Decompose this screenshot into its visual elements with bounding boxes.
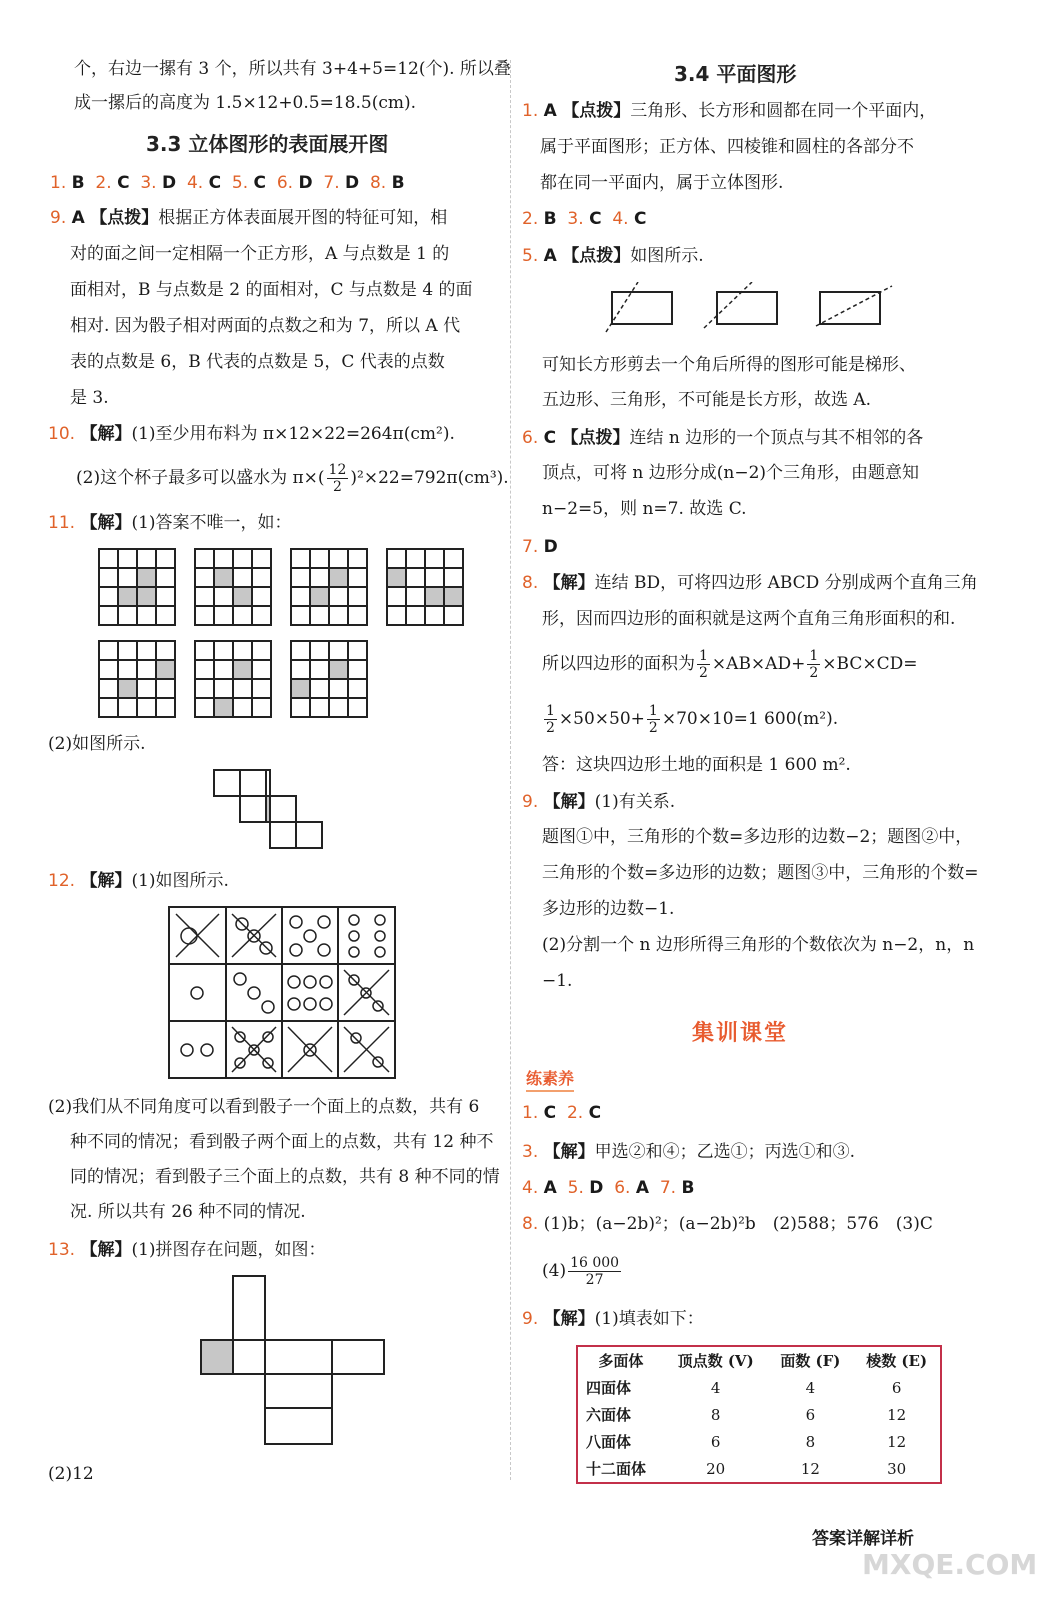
q12-part-1: (1)如图所示.	[131, 871, 229, 891]
r-q9-line-2: 题图①中，三角形的个数=多边形的边数−2；题图②中，	[542, 827, 973, 847]
q13-line-1	[48, 1238, 326, 1262]
t1-ans: C	[543, 1103, 557, 1123]
table-cell: 八面体	[586, 1433, 632, 1451]
table-header: 棱数 (E)	[866, 1352, 928, 1370]
t7-num: 7.	[659, 1178, 677, 1198]
q4-ans: C	[208, 173, 222, 193]
q11-part-1: (1)答案不唯一，如：	[131, 513, 292, 533]
t2-num: 2.	[566, 1103, 584, 1123]
q1-ans: B	[71, 173, 85, 193]
table-row	[577, 1401, 941, 1428]
table-header: 多面体	[598, 1352, 644, 1370]
q10-part-2b: ²×22=792π(cm³).	[357, 468, 509, 488]
table-cell: 6	[891, 1378, 902, 1397]
table-cell: 30	[887, 1459, 907, 1478]
t7-ans: B	[681, 1178, 695, 1198]
q11-tag: 【解】	[80, 513, 132, 533]
section-3-4-title: 3.4 平面图形	[674, 62, 797, 86]
t9-text: (1)填表如下：	[594, 1309, 704, 1329]
r-q5-line-3: 五边形、三角形，不可能是长方形，故选 A.	[542, 390, 872, 410]
table-cell: 十二面体	[586, 1460, 647, 1478]
t8-frac-den: 27	[585, 1272, 604, 1288]
q2-ans: C	[117, 173, 130, 193]
r-q2-ans: B	[543, 209, 557, 229]
r-q4-ans: C	[634, 209, 647, 229]
t4-ans: A	[543, 1178, 557, 1198]
carry-over-line-2: 成一摞后的高度为 1.5×12+0.5=18.5(cm).	[74, 93, 417, 113]
t9-line-1	[522, 1307, 704, 1331]
carry-over-line-1: 个，右边一摞有 3 个，所以共有 3+4+5=12(个). 所以叠	[74, 59, 511, 79]
q13-part-2: (2)12	[48, 1464, 94, 1484]
t8-fraction	[568, 1255, 621, 1288]
q7-ans: D	[345, 173, 360, 193]
q12-part2-line-1: (2)我们从不同角度可以看到骰子一个面上的点数，共有 6	[48, 1097, 480, 1117]
q11-line-1	[48, 511, 292, 535]
t6-ans: A	[635, 1178, 650, 1198]
r-q6-num: 6.	[522, 428, 539, 448]
r-q9-line-4: 多边形的边数−1.	[542, 899, 675, 919]
r-answers-2-4	[522, 207, 646, 231]
q3-num: 3.	[140, 173, 157, 193]
q9-line-2: 对的面之间一定相隔一个正方形，A 与点数是 1 的	[70, 244, 450, 264]
r-q8-text-4b: ×70×10=1 600(m²).	[661, 709, 839, 729]
r-q8-line-3	[542, 648, 917, 681]
table-row	[577, 1374, 941, 1401]
q10-line-1	[48, 422, 455, 446]
q12-part2-line-2: 种不同的情况；看到骰子两个面上的点数，共有 12 种不	[70, 1132, 494, 1152]
table-cell: 12	[887, 1432, 907, 1451]
t8-frac-num: 16 000	[570, 1255, 620, 1271]
t9-tag: 【解】	[543, 1309, 595, 1329]
r-q5-tag: 【点拨】	[562, 246, 631, 266]
r-q6-tag: 【点拨】	[561, 428, 630, 448]
r-q3-ans: C	[589, 209, 602, 229]
table-row	[577, 1428, 941, 1455]
q11-line-2: (2)如图所示.	[48, 734, 146, 754]
q12-part2-line-4: 况. 所以共有 26 种不同的情况.	[70, 1202, 306, 1222]
q10-num: 10.	[48, 424, 76, 444]
r-q6-line-3: n−2=5，则 n=7. 故选 C.	[542, 499, 747, 519]
r-q3-num: 3.	[567, 209, 584, 229]
t6-num: 6.	[614, 1178, 631, 1198]
table-cell: 12	[800, 1459, 820, 1478]
r-q8-text-4a: ×50×50+	[558, 709, 645, 729]
r-q9-num: 9.	[522, 792, 539, 812]
q10-part-2a: (2)这个杯子最多可以盛水为 π×	[76, 468, 318, 488]
r-q1-tag: 【点拨】	[562, 101, 631, 121]
q9-num: 9.	[50, 208, 67, 228]
t8-line-1	[522, 1212, 933, 1236]
q10-part-1: (1)至少用布料为 π×12×22=264π(cm²).	[131, 424, 455, 444]
t3-tag: 【解】	[543, 1142, 595, 1162]
q8-ans: B	[391, 173, 405, 193]
r-q8-half-1	[697, 648, 710, 681]
r-q8-half-2-num: 1	[809, 648, 819, 664]
r-q7-num: 7.	[522, 537, 539, 557]
training-banner: 集训课堂	[692, 1021, 789, 1046]
r-q8-half-1-num: 1	[699, 648, 708, 664]
t2-ans: C	[588, 1103, 602, 1123]
q6-num: 6.	[276, 173, 294, 193]
q13-part-1: (1)拼图存在问题，如图：	[131, 1240, 326, 1260]
q9-line-3: 面相对，B 与点数是 2 的面相对，C 与点数是 4 的面	[70, 280, 473, 300]
t-answers-1-2	[522, 1101, 601, 1125]
q11-grid-figures	[98, 548, 478, 718]
q11-grid-4	[387, 549, 463, 625]
q13-tag: 【解】	[80, 1240, 132, 1260]
site-watermark: MXQE.COM	[862, 1548, 1038, 1581]
t3-line	[522, 1140, 855, 1164]
q3-ans: D	[162, 173, 177, 193]
q8-num: 8.	[369, 173, 387, 193]
r-q5-ans: A	[543, 246, 557, 266]
r-q8-half-1-den: 2	[699, 665, 708, 681]
r-q8-text-1: 连结 BD，可将四边形 ABCD 分别成两个直角三角	[594, 573, 978, 593]
q9-line-4: 相对. 因为骰子相对两面的点数之和为 7，所以 A 代	[70, 316, 461, 336]
q11-grid-3	[291, 549, 367, 625]
r-q7-ans: D	[543, 537, 558, 557]
r-q8-text-3c: ×BC×CD=	[822, 654, 918, 674]
r-q8-half-2-den: 2	[809, 665, 819, 681]
q10-frac-den: 2	[333, 479, 342, 495]
r-q4-num: 4.	[612, 209, 629, 229]
r-q5-line-1	[522, 244, 704, 268]
q12-dice-table	[168, 906, 398, 1080]
t4-num: 4.	[522, 1178, 539, 1198]
t-answers-4-7	[522, 1176, 694, 1200]
r-q9-line-5: (2)分割一个 n 边形所得三角形的个数依次为 n−2，n，n	[542, 935, 975, 955]
q5-num: 5.	[231, 173, 249, 193]
r-q7-line	[522, 535, 558, 559]
r-q1-num: 1.	[522, 101, 539, 121]
t8-text-2: (4)	[542, 1261, 567, 1281]
r-q5-rectangles-figure	[602, 282, 942, 334]
r-q5-line-2: 可知长方形剪去一个角后所得的图形可能是梯形、	[542, 355, 916, 375]
t1-num: 1.	[522, 1103, 539, 1123]
r-q1-line-2: 属于平面图形；正方体、四棱锥和圆柱的各部分不	[540, 137, 914, 157]
r-q1-ans: A	[543, 101, 557, 121]
q1-num: 1.	[50, 173, 67, 193]
r-q9-tag: 【解】	[543, 792, 595, 812]
r-q8-line-5: 答：这块四边形土地的面积是 1 600 m².	[542, 755, 851, 775]
q10-fraction	[327, 462, 349, 495]
r-q8-num: 8.	[522, 573, 539, 593]
r-q6-line-2: 顶点，可将 n 边形分成(n−2)个三角形，由题意知	[542, 463, 920, 483]
t3-text: 甲选②和④；乙选①；丙选①和③.	[594, 1142, 856, 1162]
q7-num: 7.	[323, 173, 340, 193]
table-header: 面数 (F)	[780, 1352, 841, 1370]
r-q8-half-4-den: 2	[648, 720, 658, 736]
q9-ans: A	[71, 208, 85, 228]
table-cell: 4	[805, 1378, 816, 1397]
polyhedra-table	[576, 1345, 942, 1484]
r-q1-line-3: 都在同一平面内，属于立体图形.	[540, 173, 784, 193]
t8-num: 8.	[522, 1214, 539, 1234]
r-q5-num: 5.	[522, 246, 539, 266]
q10-tag: 【解】	[80, 424, 132, 444]
q2-num: 2.	[95, 173, 112, 193]
answers-1-8	[50, 171, 405, 195]
q5-ans: C	[253, 173, 266, 193]
q11-num: 11.	[48, 513, 76, 533]
r-q8-half-3-den: 2	[546, 720, 555, 736]
table-cell: 6	[710, 1432, 721, 1451]
r-q8-half-3-num: 1	[546, 703, 555, 719]
q11-grid-6	[195, 641, 271, 717]
r-q8-line-4	[542, 703, 838, 736]
r-q9-line-3: 三角形的个数=多边形的边数；题图③中，三角形的个数=	[542, 863, 979, 883]
q10-frac-num: 12	[328, 462, 347, 478]
table-cell: 四面体	[586, 1379, 632, 1397]
r-q9-line-6: −1.	[542, 971, 573, 991]
r-q9-text-1: (1)有关系.	[594, 792, 676, 812]
r-q5-text-1: 如图所示.	[630, 246, 704, 266]
r-q1-line-1	[522, 99, 936, 123]
q9-text-1: 根据正方体表面展开图的特征可知，相	[158, 208, 448, 228]
r-q9-line-1	[522, 790, 675, 814]
t8-line-2	[542, 1255, 623, 1288]
t8-text-1: (1)b；(a−2b)²；(a−2b)²b (2)588；576 (3)C	[543, 1214, 933, 1234]
q13-num: 13.	[48, 1240, 76, 1260]
t9-num: 9.	[522, 1309, 539, 1329]
table-header-row	[577, 1346, 941, 1374]
section-3-3-title: 3.3 立体图形的表面展开图	[146, 132, 389, 156]
r-q1-text-1: 三角形、长方形和圆都在同一个平面内，	[630, 101, 937, 121]
table-cell: 20	[706, 1459, 726, 1478]
q12-tag: 【解】	[80, 871, 132, 891]
practice-subhead: 练素养	[526, 1066, 574, 1092]
r-q8-text-3a: 所以四边形的面积为	[542, 654, 695, 674]
r-q8-line-1	[522, 571, 978, 595]
table-cell: 6	[805, 1405, 816, 1424]
page-footer-label: 答案详解详析	[812, 1529, 914, 1549]
t5-num: 5.	[567, 1178, 584, 1198]
table-header: 顶点数 (V)	[677, 1352, 754, 1370]
q13-net-figure	[198, 1274, 388, 1448]
table-cell: 4	[710, 1378, 721, 1397]
r-q8-half-4-num: 1	[648, 703, 658, 719]
r-q6-ans: C	[543, 428, 557, 448]
r-q8-tag: 【解】	[543, 573, 595, 593]
table-cell: 六面体	[586, 1406, 632, 1424]
q11-grid-7	[291, 641, 367, 717]
q11-grid-2	[195, 549, 271, 625]
r-q6-line-1	[522, 426, 923, 450]
r-q8-line-2: 形，因而四边形的面积就是这两个直角三角形面积的和.	[542, 609, 956, 629]
table-row	[577, 1455, 941, 1483]
r-q8-half-3	[544, 703, 557, 736]
q11-grid-1	[99, 549, 175, 625]
r-q8-text-3b: ×AB×AD+	[711, 654, 806, 674]
t3-num: 3.	[522, 1142, 539, 1162]
q4-num: 4.	[186, 173, 204, 193]
q11-grid-5	[99, 641, 175, 717]
q6-ans: D	[298, 173, 313, 193]
r-q8-half-4	[647, 703, 660, 736]
q9-line-1	[50, 206, 447, 230]
table-cell: 8	[805, 1432, 816, 1451]
r-q6-text-1: 连结 n 边形的一个顶点与其不相邻的各	[629, 428, 924, 448]
table-cell: 8	[710, 1405, 721, 1424]
t5-ans: D	[589, 1178, 604, 1198]
r-q8-half-2	[807, 648, 820, 681]
q12-num: 12.	[48, 871, 76, 891]
q11-net-figure	[212, 768, 332, 854]
q10-line-2: (2)这个杯子最多可以盛水为 π×( $\frac{12}{2}$ )²×22=792π(cm³).	[76, 462, 509, 495]
q9-line-5: 表的点数是 6，B 代表的点数是 5，C 代表的点数	[70, 352, 445, 372]
r-q2-num: 2.	[522, 209, 539, 229]
q12-part2-line-3: 同的情况；看到骰子三个面上的点数，共有 8 种不同的情	[70, 1167, 500, 1187]
table-cell: 12	[887, 1405, 907, 1424]
column-divider	[510, 60, 511, 1480]
q12-line-1	[48, 869, 229, 893]
q9-line-6: 是 3.	[70, 388, 109, 408]
q9-tag: 【点拨】	[90, 208, 159, 228]
